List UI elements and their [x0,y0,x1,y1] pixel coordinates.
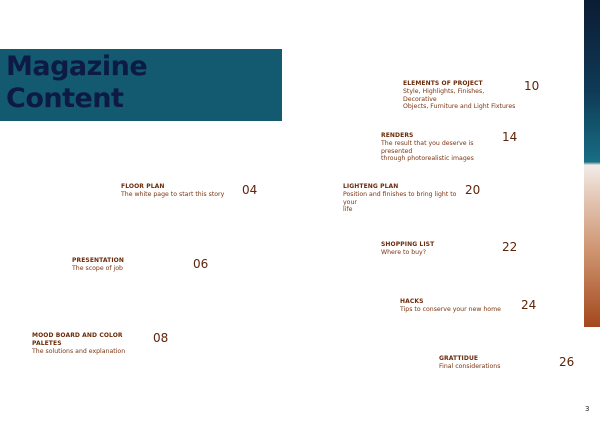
toc-entry-hacks[interactable] [400,298,515,314]
toc-entry-gratitude[interactable] [439,355,549,371]
toc-page-number: 24 [521,298,537,312]
toc-entry-label: SHOPPING LIST [381,241,435,248]
title-line-1: Magazine [6,51,148,82]
toc-entry-desc: The white page to start this story [121,191,225,198]
toc-page-number: 14 [502,130,518,144]
toc-entry-desc: Tips to conserve your new home [400,306,501,313]
toc-page-number: 22 [502,240,518,254]
toc-entry-label: GRATTIDUE [439,355,479,362]
toc-page-number: 04 [242,183,258,197]
toc-entry-desc: life [343,206,353,214]
toc-entry-presentation[interactable] [72,257,182,273]
toc-entry-label: ELEMENTS OF PROJECT [403,80,483,87]
toc-entry-desc: Position and finishes to bring light to your [343,191,457,206]
title-line-2: Content [6,83,124,114]
decorative-gradient-bar [584,0,600,327]
toc-entry-label: LIGHTENG PLAN [343,183,399,190]
toc-entry-label: MOOD BOARD AND COLOR PALETES [32,332,123,347]
toc-page-number: 06 [193,257,209,271]
title-band [0,49,282,121]
toc-entry-mood-board[interactable] [32,332,152,356]
toc-entry-desc: Style, Highlights, Finishes, Decorative [403,88,485,103]
toc-entry-desc: Objects, Furniture and Light Fixtures [403,103,516,111]
toc-entry-desc: Where to buy? [381,249,427,256]
toc-entry-desc: through photorealistic images [381,155,474,163]
toc-entry-label: RENDERS [381,132,414,139]
toc-page-number: 10 [524,79,540,93]
toc-entry-lighting-plan[interactable] [343,183,463,214]
page-title [6,51,147,115]
toc-entry-desc: The result that you deserve is presented [381,140,474,155]
toc-page-number: 08 [153,331,169,345]
page-number: 3 [585,405,590,413]
toc-entry-label: PRESENTATION [72,257,125,264]
toc-page-number: 26 [559,355,575,369]
toc-page-number: 20 [465,183,481,197]
toc-entry-label: HACKS [400,298,424,305]
toc-entry-desc: The scope of job [72,265,123,272]
toc-entry-desc: Final considerations [439,363,501,370]
toc-entry-renders[interactable] [381,132,501,163]
toc-entry-floor-plan[interactable] [121,183,236,199]
toc-entry-elements-of-project[interactable] [403,80,518,111]
toc-entry-label: FLOOR PLAN [121,183,165,190]
toc-entry-desc: The solutions and explanation [32,348,126,355]
toc-entry-shopping-list[interactable] [381,241,491,257]
